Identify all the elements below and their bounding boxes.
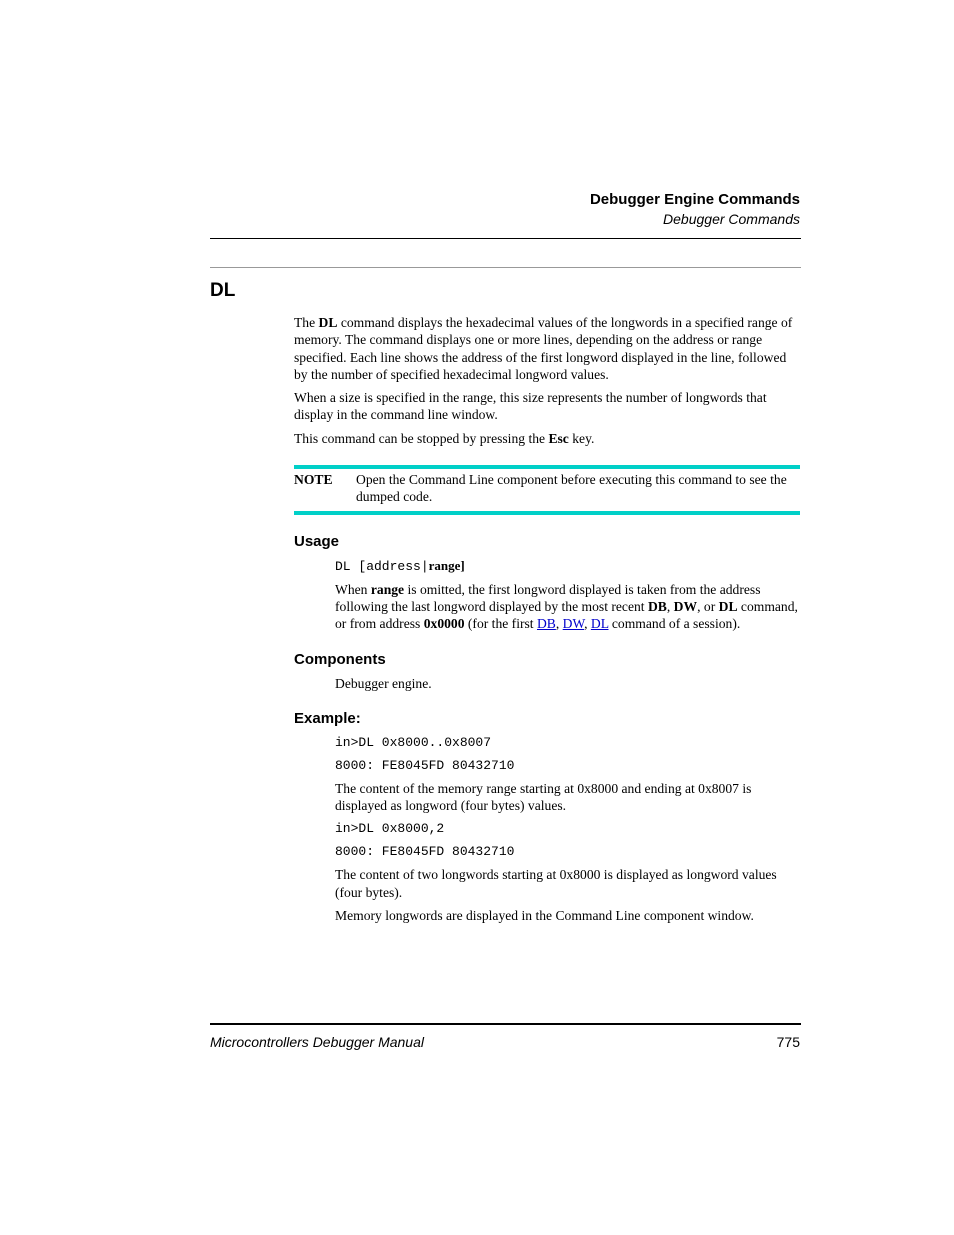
text-run: DL (718, 598, 738, 614)
running-header-title: Debugger Engine Commands (589, 191, 800, 208)
intro-paragraph-3 (294, 430, 800, 447)
syntax-range: range] (428, 557, 465, 573)
intro-paragraph-1 (294, 314, 800, 383)
note-label: NOTE (294, 472, 333, 488)
footer-rule (210, 1023, 801, 1025)
example-text-2: The content of two longwords starting at 0x8000 is displayed as longword values (four bytes). (335, 867, 777, 900)
example-text-3: Memory longwords are displayed in the Command Line component window. (335, 908, 754, 924)
text-run: command of a session). (608, 616, 741, 632)
header-rule (210, 238, 801, 239)
intro-paragraph-2: When a size is specified in the range, this size represents the number of longwords that display in the command line window. (294, 390, 767, 423)
text-run: command displays the hexadecimal values of the longwords in a specified range of memory. The command displays one or more lines, depending on the address or range specified. Each line shows the address of the first longword displayed in the line, followed by the number of specified hexadecimal longword values. (294, 315, 793, 382)
dl-link[interactable]: DL (590, 616, 609, 632)
text-run: is omitted, the first longword displayed is taken from the address following the last longword displayed by the most recent (335, 581, 761, 614)
example-code-4: 8000: FE8045FD 80432710 (335, 844, 515, 860)
example-heading: Example: (294, 709, 361, 727)
text-run: DB (647, 598, 667, 614)
command-name: DL (318, 315, 338, 330)
section-rule (210, 267, 801, 268)
example-text-1: The content of the memory range starting at 0x8000 and ending at 0x8007 is displayed as longword (four bytes) values. (335, 780, 752, 814)
usage-syntax (335, 557, 800, 575)
key-name: Esc (548, 430, 569, 446)
page-body (294, 314, 800, 930)
text-run: range (370, 581, 405, 597)
section-title: DL (210, 280, 236, 301)
text-run: , (666, 598, 674, 614)
components-heading: Components (294, 650, 386, 668)
text-run: command, or from address (335, 598, 798, 632)
text-run: DW (673, 598, 698, 614)
db-link[interactable]: DB (536, 616, 556, 632)
text-run: The (294, 315, 319, 330)
text-run: 0x0000 (423, 616, 465, 632)
running-header-subtitle: Debugger Commands (663, 211, 800, 227)
text-run: , (584, 616, 591, 632)
footer-manual-title: Microcontrollers Debugger Manual (210, 1034, 424, 1050)
example-code-1: in>DL 0x8000..0x8007 (335, 734, 492, 750)
example-code-2: 8000: FE8045FD 80432710 (335, 757, 515, 773)
page-number: 775 (776, 1034, 800, 1050)
text-run: When (335, 581, 371, 597)
usage-description (335, 581, 800, 633)
note-text: Open the Command Line component before executing this command to see the dumped code. (356, 472, 787, 505)
text-run: key. (568, 430, 595, 446)
text-run: , (555, 616, 563, 632)
text-run: , or (697, 598, 719, 614)
note-box (294, 465, 800, 515)
components-text: Debugger engine. (335, 675, 432, 691)
syntax-code: DL [address| (335, 558, 429, 574)
usage-heading: Usage (294, 532, 340, 550)
text-run: This command can be stopped by pressing the (294, 430, 549, 446)
dw-link[interactable]: DW (562, 616, 585, 632)
text-run: (for the first (464, 616, 537, 632)
example-code-3: in>DL 0x8000,2 (335, 821, 445, 837)
